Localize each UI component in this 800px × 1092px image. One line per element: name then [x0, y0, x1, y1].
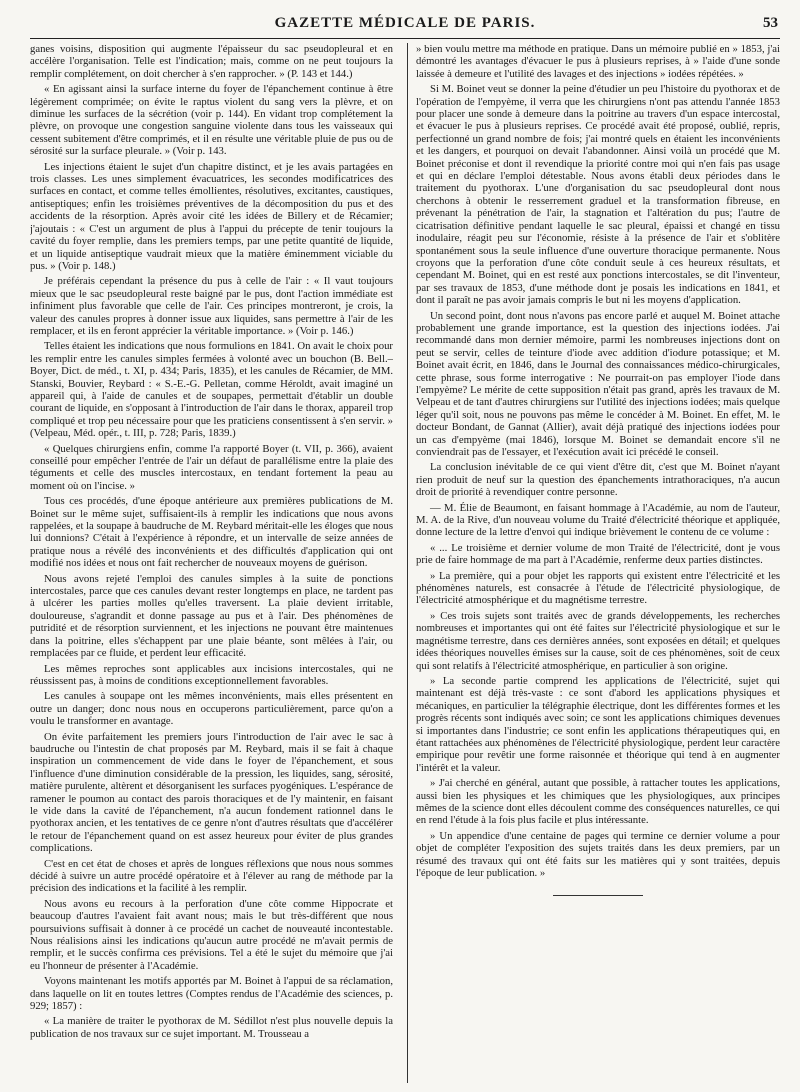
paragraph: ganes voisins, disposition qui augmente l'épaisseur du sac pseudopleural et en accélère l'organisation. Telle est l'indication; mais, comme on ne peut toujours la remplir complétement, on doit chercher à s'en rapprocher. » (P. 143 et 144.) [30, 43, 393, 80]
paragraph: — M. Élie de Beaumont, en faisant hommage à l'Académie, au nom de l'auteur, M. A. de la Rive, d'un nouveau volume du Traité d'électricité théorique et appliquée, donne lecture de la lettre d'envoi qui indique brièvement le contenu de ce volume : [416, 501, 780, 539]
paragraph: « La manière de traiter le pyothorax de M. Sédillot n'est plus nouvelle depuis la publication de nos travaux sur ce sujet important. M. Trousseau a [30, 1015, 393, 1040]
left-column [30, 43, 393, 1083]
paragraph: Les mêmes reproches sont applicables aux incisions intercostales, qui ne réussissent pas, à moins de conditions exceptionnellement favorables. [30, 662, 393, 687]
paragraph: On évite parfaitement les premiers jours l'introduction de l'air avec le sac à baudruche ou l'intestin de chat proposés par M. Reybard, mais il se fait à chaque inspiration un commencement de vide dans le foyer de l'épanchement, et sous l'influence d'une diminution considérable de la pression, les liquides, sang, sérosité, matière purulente, altèrent et désorganisent les surfaces pyogéniques. L'espérance de ramener le poumon au contact des parois thoraciques et de l'y maintenir, en faisant le vide dans la cavité de l'épanchement, n'a aucun fondement rationnel dans le pyothorax ancien, et les tentatives de ce genre n'ont d'autres résultats que d'accélérer le retour de l'épanchement quand on est assez heureux pour éviter de plus grandes complications. [30, 730, 393, 855]
paragraph: Telles étaient les indications que nous formulions en 1841. On avait le choix pour les remplir entre les canules simples fermées à volonté avec un bouchon (B. Bell.–Boyer, Dict. de méd., t. XI, p. 434; Paris, 1835), et les canules de Récamier, de MM. Stanski, Bouvier, Reybard : « S.-E.-G. Pelletan, comme Héroldt, avait imaginé un appareil qui, à l'aide de canules et de soupapes, permettait d'établir un double courant de liquide, en s'opposant à l'introduction de l'air dans le thorax, appareil trop compliqué et trop peu nécessaire pour que les praticiens consentissent à s'en servir. » (Velpeau, Méd. opér., t. III, p. 728; Paris, 1839.) [30, 340, 393, 440]
paragraph: Nous avons rejeté l'emploi des canules simples à la suite de ponctions intercostales, parce que ces canules devant rester longtemps en place, ne tardent pas à ulcérer les parties molles qu'elles traversent. La plaie devient irritable, douloureuse, s'agrandit et donne passage au pus et à l'air. Des phénomènes de putridité et de résorption surviennent, et les injections ne pouvant être maintenues dans la poitrine, elles s'échappent par une plaie béante, sont mêlées à l'air, ou remplacées par ce fluide, et perdent leur efficacité. [30, 572, 393, 660]
paragraph: La conclusion inévitable de ce qui vient d'être dit, c'est que M. Boinet n'ayant rien produit de neuf sur la question des épanchements intrathoraciques, n'a aucun droit de priorité à revendiquer contre personne. [416, 461, 780, 499]
journal-title: GAZETTE MÉDICALE DE PARIS. [274, 15, 536, 31]
right-column [407, 43, 780, 1083]
paragraph: Les injections étaient le sujet d'un chapitre distinct, et je les avais partagées en trois classes. Les unes simplement évacuatrices, les secondes modificatrices des surfaces en contact, et comme telles émollientes, résolutives, excitantes, caustiques, antiseptiques; enfin les troisièmes préventives de la décomposition du pus et des accidents de la résorption. Après avoir cité les idées de Billery et de Récamier; j'ajoutais : « C'est un argument de plus à l'appui du précepte de tenir toujours la cavité du foyer remplie, dans les premiers temps, par une petite quantité de liquide, et un liquide antiseptique vaudrait mieux que la matière éminemment viciable du pus. » (Voir p. 148.) [30, 160, 393, 272]
paragraph: » La seconde partie comprend les applications de l'électricité, sujet qui maintenant est déjà très-vaste : ce sont d'abord les applications physiques et mécaniques, en particulier la télégraphie électrique, dont les différentes formes et les progrès récents sont indiqués avec soin; ce sont les applications chimiques devenues si importantes dans l'industrie; ce sont enfin les applications thérapeutiques qui, en étant rattachées aux phénomènes de l'électricité physiologique, perdent leur caractère empirique pour revêtir une forme raisonnée et théorique qui tend à en augmenter l'intérêt et la valeur. [416, 674, 780, 774]
paragraph: Tous ces procédés, d'une époque antérieure aux premières publications de M. Boinet sur le même sujet, suffisaient-ils à remplir les indications que nous avons rappelées, et la soupape à baudruche de M. Reybard méritait-elle les éloges que nous lui donnions? C'était à l'expérience à répondre, et un intervalle de seize années de pratique nous a révélé des inconvénients et des difficultés d'application qui ont modifié nos idées et nous ont fait rechercher de nouveaux moyens de guérison. [30, 495, 393, 570]
paragraph: » bien voulu mettre ma méthode en pratique. Dans un mémoire publié en » 1853, j'ai démontré les avantages d'évacuer le pus à plusieurs reprises, à » l'aide d'une sonde laissée à demeure et l'utilité des lavages et des injections » iodées répétées. » [416, 43, 780, 80]
paragraph: « ... Le troisième et dernier volume de mon Traité de l'électricité, dont je vous prie de faire hommage de ma part à l'Académie, renferme deux parties distinctes. [416, 541, 780, 567]
paragraph: » La première, qui a pour objet les rapports qui existent entre l'électricité et les phénomènes naturels, est consacrée à l'étude de l'électricité physiologique, de l'électricité atmosphérique et du magnétisme terrestre. [416, 569, 780, 607]
page-header [30, 8, 780, 39]
paragraph: « En agissant ainsi la surface interne du foyer de l'épanchement continue à être légèrement comprimée; on évite le raptus violent du sang vers la plèvre, et on diminue les surfaces de la sécrétion (voir p. 144). En vidant trop complétement la plèvre, on provoque une congestion sanguine violente dans tous les vaisseaux qui cessent subitement d'être comprimés, et il en résulte une véritable pluie de pus ou de sérosité sur la surface pleurale. » (Voir p. 143. [30, 83, 393, 158]
paragraph: « Quelques chirurgiens enfin, comme l'a rapporté Boyer (t. VII, p. 366), avaient conseillé pour empêcher l'entrée de l'air un défaut de parallélisme entre la plaie des téguments et celle des muscles intercostaux, en tendant fortement la peau au moment où on l'incise. » [30, 442, 393, 492]
paragraph: » J'ai cherché en général, autant que possible, à rattacher toutes les applications, aussi bien les physiques et les chimiques que les physiologiques, aux principes mêmes de la science dont elles découlent comme des conséquences naturelles, ce qui en rend l'étude à la fois plus facile et plus intéressante. [416, 777, 780, 827]
paragraph: Nous avons eu recours à la perforation d'une côte comme Hippocrate et beaucoup d'autres l'avaient fait avant nous; mais le but très-différent que nous poursuivions suffisait à donner à ce procédé un cachet de nouveauté incontestable. Nous réalisions ainsi les indications qu'aucun autre procédé ne m'avait permis de remplir, et le succès confirma ces prévisions. Tel a été le sujet du mémoire que j'ai eu l'honneur de présenter à l'Académie. [30, 897, 393, 972]
paragraph: C'est en cet état de choses et après de longues réflexions que nous nous sommes décidé à suivre un autre procédé opératoire et à l'élever au rang de méthode par la précision des indications et la facilité à les remplir. [30, 857, 393, 895]
section-divider [553, 895, 643, 896]
two-column-body [30, 43, 780, 1083]
page-number: 53 [763, 15, 778, 31]
paragraph: Les canules à soupape ont les mêmes inconvénients, mais elles présentent en outre un danger; donc nous nous en occuperons particulièrement, parce qu'on a voulu le transformer en avantage. [30, 690, 393, 728]
paragraph: Je préférais cependant la présence du pus à celle de l'air : « Il vaut toujours mieux que le sac pseudopleural reste baigné par le pus, dont l'action immédiate est infiniment plus favorable que celle de l'air. Ces principes montreront, je crois, la valeur des canules propres à donner issue aux liquides, sans permettre à l'air de les remplacer, et ils en feront apprécier la véritable importance. » (Voir p. 146.) [30, 275, 393, 337]
paragraph: » Ces trois sujets sont traités avec de grands développements, les recherches nombreuses et importantes qui ont été faites sur l'électricité physiologique et sur le magnétisme terrestre, dans ces dernières années, sont exposées en détail; et quelques idées théoriques nouvelles émises sur la cause, soit de ces phénomènes, soit de ceux qui sont relatifs à l'électricité atmosphérique, en particulier à son origine. [416, 609, 780, 672]
paragraph: » Un appendice d'une centaine de pages qui termine ce dernier volume a pour objet de compléter l'exposition des sujets traités dans les deux premiers, par un résumé des travaux qui ont été faits sur les matières qui y sont traitées, depuis l'époque de leur publication. » [416, 829, 780, 879]
paragraph: Voyons maintenant les motifs apportés par M. Boinet à l'appui de sa réclamation, dans laquelle on lit en toutes lettres (Comptes rendus de l'Académie des sciences, p. 929; 1857) : [30, 975, 393, 1013]
paragraph: Un second point, dont nous n'avons pas encore parlé et auquel M. Boinet attache probablement une grande importance, est la question des injections iodées. J'ai recommandé dans mon dernier mémoire, parmi les nombreuses injections dont on peut se servir, celles de teinture d'iode avec addition d'iodure potassique; et M. Boinet avait écrit, en 1846, dans le Journal des connaissances médico-chirurgicales, cette phrase, sous forme interrogative : Ne pourrait-on pas employer l'iode dans l'empyème? Le mérite de cette supposition n'était pas grand, après les travaux de M. Velpeau et de tant d'autres chirurgiens sur l'utilité des injections iodées; mais quelque léger qu'il soit, nous ne pouvons pas même le concéder à M. Boinet. En effet, M. le docteur Bondant, de Gannat (Allier), avait déjà pratiqué des injections iodées pour un cas d'empyème (mai 1846), lorsque M. Boinet se demandait encore s'il ne conviendrait pas de l'essayer, et l'exécution avait ici précédé le conseil. [416, 309, 780, 458]
paragraph: Si M. Boinet veut se donner la peine d'étudier un peu l'histoire du pyothorax et de l'opération de l'empyème, il verra que les chirurgiens n'ont pas attendu l'année 1853 pour placer une sonde à demeure dans la poitrine au travers d'un espace intercostal, et évacuer le pus à plusieurs reprises. Ce procédé avait été proposé, oublié, repris, perfectionné un grand nombre de fois; j'ai montré quels en étaient les inconvénients et les dangers, et pourquoi on devait l'abandonner. Ainsi voilà un procédé que M. Boinet préconise et dont il revendique la priorité contre moi qui n'en fais pas usage et qui en déclare l'emploi détestable. Nous avons établi deux périodes dans le traitement du pyothorax. L'une d'organisation du sac pseudopleural dont nous cherchons à obtenir le resserrement graduel et la transformation fibreuse, en prévenant la pénétration de l'air, la stagnation et l'altération du pus; l'autre de cicatrisation définitive pendant laquelle le sac pleural, épaissi et changé en tissu inodulaire, réagit peu sur l'économie, résiste à la présence de l'air et s'oblitère spontanément sous la seule influence d'une ouverture thoracique permanente. Nous croyons que la perforation d'une côte conduit seule à ces heureux résultats, et cependant M. Boinet, qui en est resté aux ponctions intercostales, se dit l'inventeur, par ses travaux de 1853, d'une méthode dont je posais les indications en 1841, et dont il paraît ne pas avoir jamais compris le but ni les moyens d'application. [416, 83, 780, 307]
